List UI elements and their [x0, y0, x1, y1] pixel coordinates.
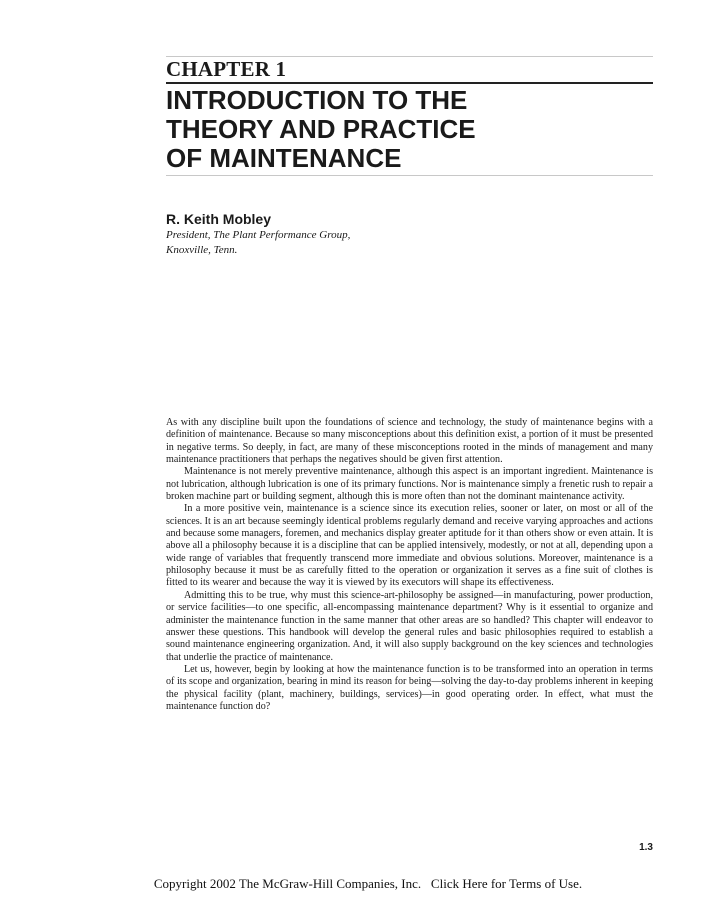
copyright-text: Copyright 2002 The McGraw-Hill Companies, Inc.: [153, 876, 422, 891]
paragraph: Maintenance is not merely preventive maintenance, although this aspect is an important ingredient. Maintenance is not lubrication, although lubrication is one of its primary functions. Nor is maintenance simply a frenetic rush to repair a broken machine part or building segment, although this is more often than not the dominant maintenance activity.: [166, 466, 653, 503]
chapter-title-line: OF MAINTENANCE: [166, 143, 402, 173]
chapter-rule: [166, 82, 653, 84]
author-affiliation: [166, 228, 350, 258]
page-number: 1.3: [639, 842, 653, 853]
affiliation-line: President, The Plant Performance Group,: [166, 229, 351, 241]
title-bottom-rule: [166, 175, 653, 176]
footer: [0, 876, 718, 892]
chapter-title-line: INTRODUCTION TO THE: [166, 85, 468, 115]
chapter-title: [166, 86, 653, 173]
chapter-title-line: THEORY AND PRACTICE: [166, 114, 476, 144]
terms-of-use-link[interactable]: Click Here for Terms of Use.: [430, 876, 583, 891]
body-text: [166, 417, 653, 713]
paragraph: As with any discipline built upon the foundations of science and technology, the study of maintenance begins with a definition of maintenance. Because so many misconceptions about this definition exist, a portion of it must be presented in negative terms. So deeply, in fact, are many of these misconceptions rooted in the minds of management and many maintenance practitioners that perhaps the negatives should be given first attention.: [166, 417, 653, 466]
chapter-label: CHAPTER 1: [166, 57, 287, 81]
paragraph: Let us, however, begin by looking at how the maintenance function is to be transformed into an operation in terms of its scope and organization, bearing in mind its reason for being—solving the day-to-day problems inherent in keeping the physical facility (plant, machinery, buildings, services)—in good operating order. In effect, what must the maintenance function do?: [166, 663, 653, 712]
paragraph: In a more positive vein, maintenance is a science since its execution relies, sooner or later, on most or all of the sciences. It is an art because seemingly identical problems regularly demand and receive varying approaches and actions and because some managers, foremen, and mechanics display greater aptitude for it than others show or even attain. It is above all a philosophy because it is a discipline that can be applied intensively, modestly, or not at all, depending upon a wide range of variables that frequently transcend more immediate and obvious solutions. Moreover, maintenance is a philosophy because it must be as carefully fitted to the operation or organization it serves as a fine suit of clothes is fitted to its wearer and because the way it is viewed by its executors will shape its effectiveness.: [166, 503, 653, 589]
paragraph: Admitting this to be true, why must this science-art-philosophy be assigned—in manufacturing, power production, or service facilities—to one specific, all-encompassing maintenance department? Why is it essential to organize and administer the maintenance function in the same manner that other areas are so handled? This chapter will endeavor to answer these questions. This handbook will develop the general rules and basic philosophies required to establish a sound maintenance engineering organization. And, it will also supply background on the key sciences and technologies that underlie the practice of maintenance.: [166, 589, 653, 663]
affiliation-line: Knoxville, Tenn.: [166, 244, 238, 256]
author-name: R. Keith Mobley: [166, 211, 272, 227]
